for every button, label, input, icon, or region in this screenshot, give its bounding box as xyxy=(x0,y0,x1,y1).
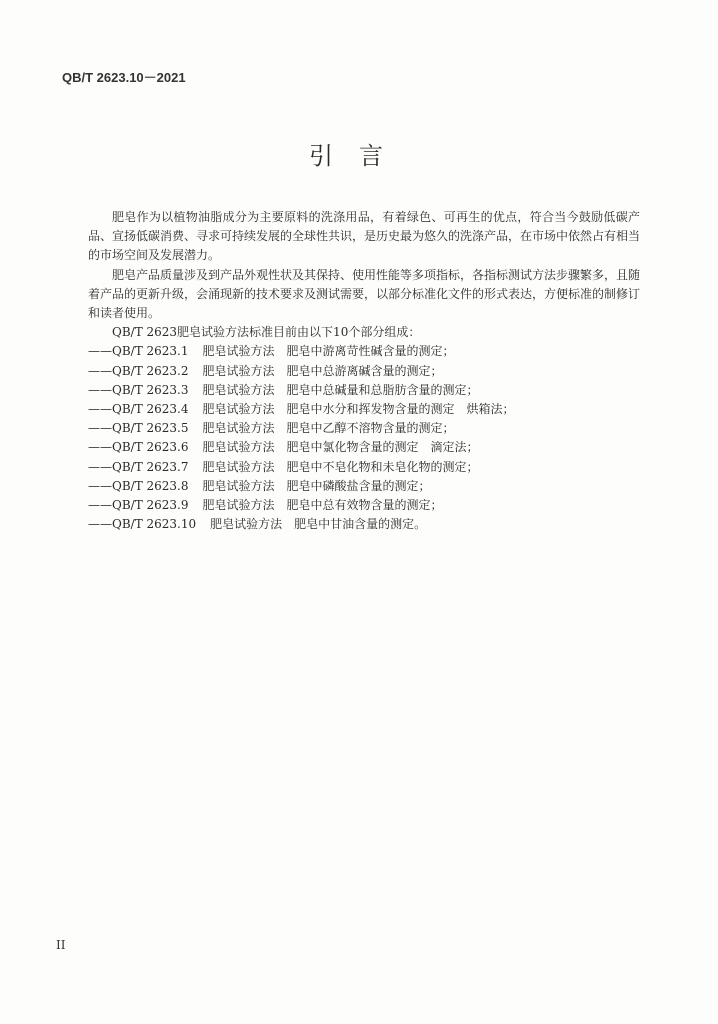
part-method: 烘箱法； xyxy=(466,402,515,417)
part-item xyxy=(88,496,640,515)
part-subject: 肥皂中氯化物含量的测定 xyxy=(286,440,419,455)
part-code: ——QB/T 2623.5 xyxy=(88,421,189,436)
standard-code: QB/T 2623.10－2021 xyxy=(62,70,186,85)
part-code: ——QB/T 2623.10 xyxy=(88,517,197,532)
paragraph-1: 肥皂作为以植物油脂成分为主要原料的洗涤用品，有着绿色、可再生的优点，符合当今鼓励低碳产品、宣扬低碳消费、寻求可持续发展的全球性共识，是历史最为悠久的洗涤产品，在市场中依然占有相当的市场空间及发展潜力。 xyxy=(88,210,641,263)
page-number: II xyxy=(56,938,66,952)
part-subject: 肥皂中不皂化物和未皂化物的测定； xyxy=(286,459,479,474)
part-category: 肥皂试验方法 xyxy=(202,498,275,513)
part-category: 肥皂试验方法 xyxy=(202,421,275,436)
parts-intro: QB/T 2623肥皂试验方法标准目前由以下10个部分组成： xyxy=(112,325,421,340)
part-code: ——QB/T 2623.4 xyxy=(88,402,189,417)
part-category: 肥皂试验方法 xyxy=(202,478,275,493)
part-code: ——QB/T 2623.3 xyxy=(88,382,189,397)
part-subject: 肥皂中总碱量和总脂肪含量的测定； xyxy=(286,382,479,397)
part-category: 肥皂试验方法 xyxy=(202,344,275,359)
paragraph-2: 肥皂产品质量涉及到产品外观性状及其保持、使用性能等多项指标，各指标测试方法步骤繁多，且随着产品的更新升级，会涌现新的技术要求及测试需要，以部分标准化文件的形式表达，方便标准的制修订和读者使用。 xyxy=(88,267,641,321)
part-item xyxy=(88,458,640,477)
part-subject: 肥皂中磷酸盐含量的测定； xyxy=(286,478,431,493)
part-item xyxy=(88,477,640,496)
part-code: ——QB/T 2623.9 xyxy=(88,498,189,513)
part-subject: 肥皂中乙醇不溶物含量的测定； xyxy=(286,421,455,436)
part-category: 肥皂试验方法 xyxy=(202,440,275,455)
part-item xyxy=(88,362,640,381)
part-item xyxy=(88,342,640,361)
part-category: 肥皂试验方法 xyxy=(210,517,283,532)
part-code: ——QB/T 2623.6 xyxy=(88,440,189,455)
part-category: 肥皂试验方法 xyxy=(202,363,275,378)
part-item xyxy=(88,381,640,400)
part-item xyxy=(88,419,640,438)
part-subject: 肥皂中总游离碱含量的测定； xyxy=(286,363,443,378)
part-category: 肥皂试验方法 xyxy=(202,402,275,417)
part-subject: 肥皂中甘油含量的测定。 xyxy=(294,517,427,532)
body-text xyxy=(88,208,640,534)
part-subject: 肥皂中总有效物含量的测定； xyxy=(286,498,443,513)
part-code: ——QB/T 2623.7 xyxy=(88,459,189,474)
part-subject: 肥皂中水分和挥发物含量的测定 xyxy=(286,402,455,417)
parts-list xyxy=(88,342,640,534)
part-item xyxy=(88,400,640,419)
part-subject: 肥皂中游离苛性碱含量的测定； xyxy=(286,344,455,359)
part-item xyxy=(88,438,640,457)
part-code: ——QB/T 2623.1 xyxy=(88,344,189,359)
part-category: 肥皂试验方法 xyxy=(202,382,275,397)
part-category: 肥皂试验方法 xyxy=(202,459,275,474)
part-method: 滴定法； xyxy=(430,440,479,455)
part-code: ——QB/T 2623.2 xyxy=(88,363,189,378)
part-code: ——QB/T 2623.8 xyxy=(88,478,189,493)
page-title: 引言 xyxy=(309,142,409,170)
part-item xyxy=(88,515,640,534)
